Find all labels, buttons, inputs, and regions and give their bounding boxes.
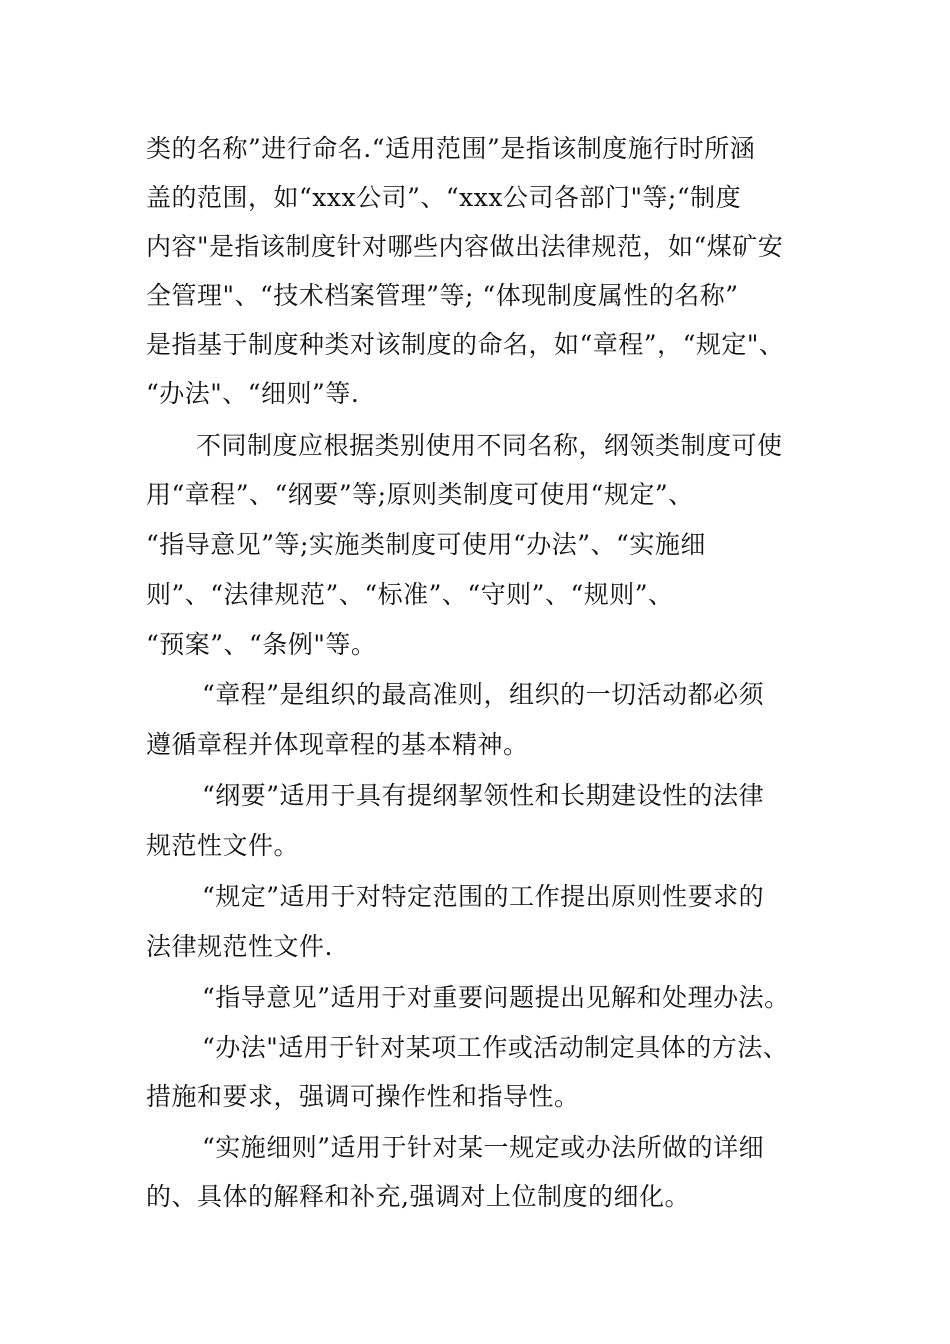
- text-line: 用“章程”、“纲要”等;原则类制度可使用“规定”、: [146, 480, 694, 509]
- text-line: 措施和要求，强调可操作性和指导性。: [146, 1082, 580, 1111]
- text-line: 遵循章程并体现章程的基本精神。: [146, 730, 529, 759]
- text-line: 不同制度应根据类别使用不同名称，纲领类制度可使: [196, 431, 783, 460]
- text-line: 全管理"、“技术档案管理”等; “体现制度属性的名称”: [146, 281, 739, 310]
- text-line: 规范性文件。: [146, 831, 300, 860]
- text-line: “规定”适用于对特定范围的工作提出原则性要求的: [202, 882, 765, 911]
- text-line: “预案”、“条例"等。: [146, 630, 377, 659]
- text-line: “指导意见”等;实施类制度可使用“办法”、“实施细: [146, 530, 706, 559]
- text-line: 是指基于制度种类对该制度的命名，如“章程”，“规定"、: [146, 330, 785, 359]
- text-line: 的、具体的解释和补充,强调对上位制度的细化。: [146, 1182, 690, 1211]
- text-line: “实施细则”适用于针对某一规定或办法所做的详细: [202, 1133, 765, 1162]
- text-line: 则”、“法律规范”、“标准”、“守则”、“规则”、: [146, 580, 674, 609]
- text-line: “指导意见”适用于对重要问题提出见解和处理办法。: [202, 983, 790, 1012]
- text-line: 法律规范性文件.: [146, 932, 333, 961]
- text-line: “章程”是组织的最高准则，组织的一切活动都必须: [202, 680, 765, 709]
- text-line: 内容"是指该制度针对哪些内容做出法律规范，如“煤矿安: [146, 232, 784, 261]
- text-line: “纲要”适用于具有提纲挈领性和长期建设性的法律: [202, 781, 765, 810]
- text-line: “办法"、“细则”等.: [146, 379, 360, 408]
- text-line: “办法"适用于针对某项工作或活动制定具体的方法、: [202, 1033, 789, 1062]
- text-line: 盖的范围，如“xxx公司”、“xxx公司各部门"等;“制度: [146, 183, 742, 212]
- text-line: 类的名称”进行命名.“适用范围”是指该制度施行时所涵: [146, 134, 756, 163]
